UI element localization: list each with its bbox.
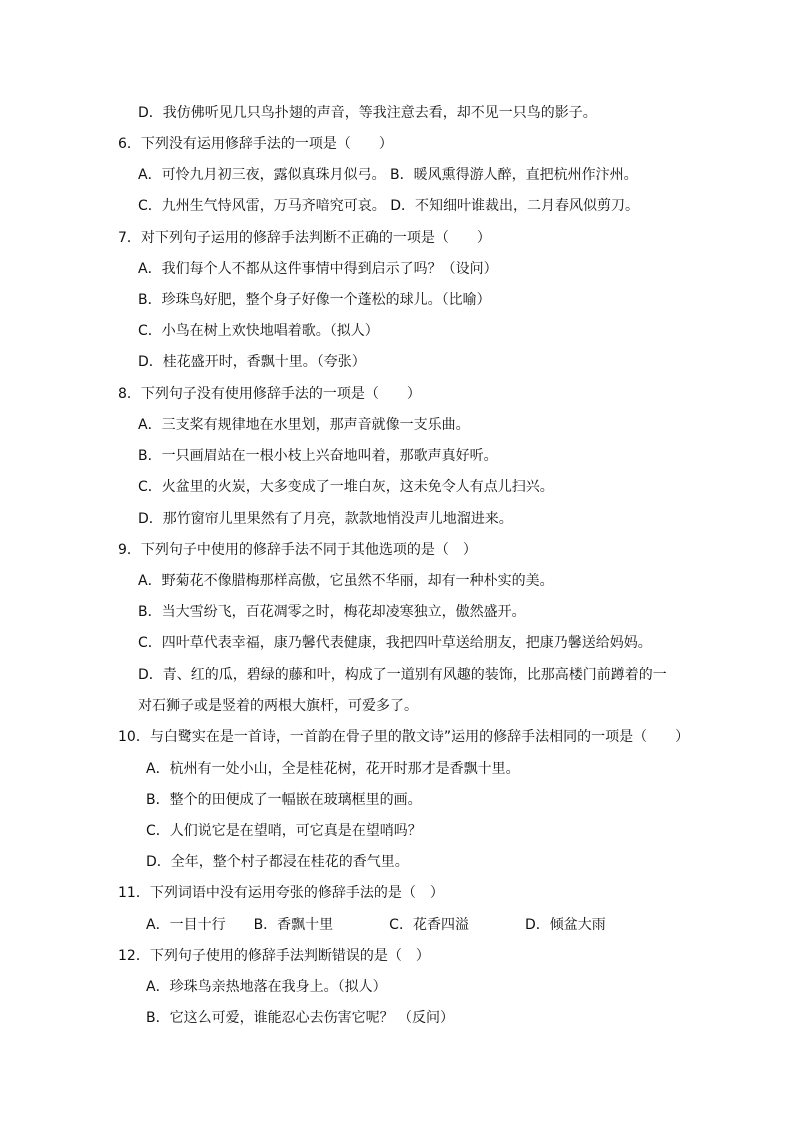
question-11: 11．下列词语中没有运用夸张的修辞手法的是（ ）: [118, 885, 444, 901]
q11-options: A．一目十行 B．香飘十里 C．花香四溢 D．倾盆大雨: [146, 917, 606, 933]
q10-option-a: A．杭州有一处小山，全是桂花树，花开时那才是香飘十里。: [146, 761, 520, 777]
q9-option-d: D．青、红的瓜，碧绿的藤和叶，构成了一道别有风趣的装饰，比那高楼门前蹲着的一: [138, 667, 667, 683]
q9-option-d-cont: 对石狮子或是竖着的两根大旗杆，可爱多了。: [138, 698, 418, 714]
question-12: 12．下列句子使用的修辞手法判断错误的是（ ）: [118, 948, 430, 964]
q9-option-c: C．四叶草代表幸福，康乃馨代表健康，我把四叶草送给朋友，把康乃馨送给妈妈。: [138, 635, 652, 651]
q8-option-b: B．一只画眉站在一根小枝上兴奋地叫着，那歌声真好听。: [138, 448, 498, 464]
q9-option-b: B．当大雪纷飞，百花凋零之时，梅花却凌寒独立，傲然盛开。: [138, 604, 526, 620]
question-10: 10．与白鹭实在是一首诗，一首韵在骨子里的散文诗”运用的修辞手法相同的一项是（ ）: [118, 729, 690, 745]
q6-options-cd: C．九州生气恃风雷，万马齐喑究可哀。 D．不知细叶谁裁出，二月春风似剪刀。: [138, 198, 640, 214]
q12-option-b: B．它这么可爱，谁能忍心去伤害它呢？ （反问）: [146, 1010, 455, 1026]
q6-options-ab: A．可怜九月初三夜，露似真珠月似弓。 B．暖风熏得游人醉，直把杭州作汴州。: [138, 167, 638, 183]
q7-option-a: A．我们每个人不都从这件事情中得到启示了吗？（设问）: [138, 261, 498, 277]
q10-option-b: B．整个的田便成了一幅嵌在玻璃框里的画。: [146, 792, 422, 808]
q8-option-c: C．火盆里的火炭，大多变成了一堆白灰，这未免令人有点儿扫兴。: [138, 479, 554, 495]
q10-option-c: C．人们说它是在望哨，可它真是在望哨吗？: [146, 823, 422, 839]
q12-option-a: A．珍珠鸟亲热地落在我身上。（拟人）: [146, 979, 387, 995]
q7-option-c: C．小鸟在树上欢快地唱着歌。（拟人）: [138, 323, 379, 339]
q7-option-b: B．珍珠鸟好肥，整个身子好像一个蓬松的球儿。（比喻）: [138, 292, 491, 308]
q8-option-a: A．三支桨有规律地在水里划，那声音就像一支乐曲。: [138, 417, 470, 433]
q7-option-d: D．桂花盛开时，香飘十里。（夸张）: [138, 354, 366, 370]
question-6: 6．下列没有运用修辞手法的一项是（ ）: [118, 136, 393, 152]
q8-option-d: D．那竹窗帘儿里果然有了月亮，款款地悄没声儿地溜进来。: [138, 511, 513, 527]
question-7: 7．对下列句子运用的修辞手法判断不正确的一项是（ ）: [118, 230, 491, 246]
q5-option-d: D．我仿佛听见几只鸟扑翅的声音，等我注意去看，却不见一只鸟的影子。: [138, 105, 597, 121]
question-9: 9．下列句子中使用的修辞手法不同于其他选项的是（ ）: [118, 542, 477, 558]
question-8: 8．下列句子没有使用修辞手法的一项是（ ）: [118, 386, 421, 402]
q9-option-a: A．野菊花不像腊梅那样高傲，它虽然不华丽，却有一种朴实的美。: [138, 573, 554, 589]
q10-option-d: D．全年，整个村子都浸在桂花的香气里。: [146, 854, 409, 870]
